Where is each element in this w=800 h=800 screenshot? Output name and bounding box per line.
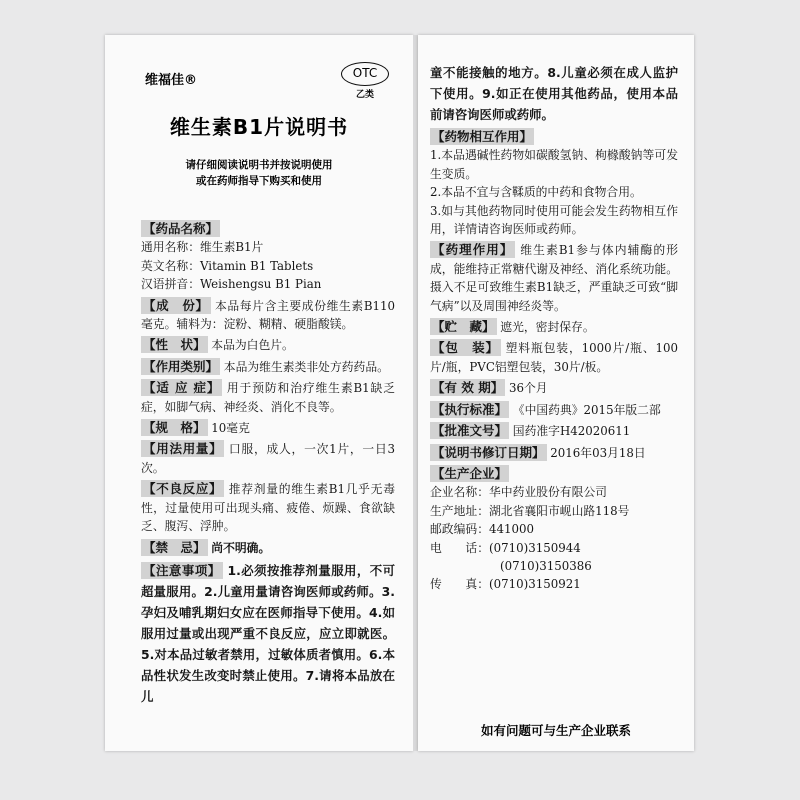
pinyin-name: 汉语拼音：Weishengsu B1 Pian xyxy=(141,277,322,292)
section-revision-date xyxy=(430,444,678,462)
section-header: 【用法用量】 xyxy=(143,441,223,457)
interaction-item-3: 3.如与其他药物同时使用可能会发生药物相互作用，详情请咨询医师或药师。 xyxy=(430,203,678,237)
section-header: 【执行标准】 xyxy=(432,401,508,417)
section-storage xyxy=(430,318,678,336)
section-ingredients xyxy=(141,297,395,334)
phone-label: 电 话： xyxy=(430,540,489,555)
section-pharmacology xyxy=(430,241,678,315)
section-header: 【不良反应】 xyxy=(143,481,223,497)
usage-notice-line-1: 请仔细阅读说明书并按说明使用 xyxy=(185,159,333,171)
section-text: 塑料瓶包装，1000片/瓶、100片/瓶，PVC铝塑包装，30片/板。 xyxy=(430,341,679,374)
manufacturer-phone-1 xyxy=(430,539,678,557)
right-panel-body xyxy=(418,62,694,594)
section-packaging xyxy=(430,339,678,376)
section-validity xyxy=(430,379,678,397)
section-text: 《中国药典》2015年版二部 xyxy=(512,402,661,417)
contact-footer: 如有问题可与生产企业联系 xyxy=(480,723,631,738)
section-text: 2016年03月18日 xyxy=(550,445,646,460)
otc-badge: OTC xyxy=(341,62,389,86)
section-header: 【禁 忌】 xyxy=(143,539,206,555)
usage-notice xyxy=(105,157,413,189)
interaction-item-1: 1.本品遇碱性药物如碳酸氢钠、枸橼酸钠等可发生变质。 xyxy=(430,148,678,181)
section-specification xyxy=(141,419,395,437)
interaction-item-2: 2.本品不宜与含鞣质的中药和食物合用。 xyxy=(430,185,642,200)
section-text: 用于预防和治疗维生素B1缺乏症，如脚气病、神经炎、消化不良等。 xyxy=(141,381,395,414)
section-header: 【药物相互作用】 xyxy=(432,129,533,144)
section-text: 推荐剂量的维生素B1几乎无毒性，过量使用可出现头痛、疲倦、烦躁、食欲缺乏、腹泻、浮肿。 xyxy=(141,482,395,534)
section-header: 【药理作用】 xyxy=(432,242,514,258)
section-text: 10毫克 xyxy=(211,421,250,436)
section-header: 【适 应 症】 xyxy=(143,380,221,396)
brand-name: 维福佳® xyxy=(145,73,198,88)
section-header: 【生产企业】 xyxy=(432,465,508,481)
section-text: 36个月 xyxy=(508,381,548,396)
manufacturer-name: 企业名称：华中药业股份有限公司 xyxy=(430,485,607,500)
section-category xyxy=(141,358,395,376)
section-dosage xyxy=(141,440,395,477)
section-adverse-reactions xyxy=(141,480,395,535)
section-text: 遮光，密封保存。 xyxy=(500,320,595,335)
section-appearance xyxy=(141,336,395,354)
manufacturer-address: 生产地址：湖北省襄阳市岘山路118号 xyxy=(430,503,630,518)
document-title: 维生素B1片说明书 xyxy=(169,115,349,139)
section-header: 【批准文号】 xyxy=(432,423,508,439)
section-header: 【有 效 期】 xyxy=(432,380,504,396)
phone-number-1: (0710)3150944 xyxy=(489,540,581,555)
section-header: 【规 格】 xyxy=(143,420,206,436)
manufacturer-postcode: 邮政编码：441000 xyxy=(430,522,535,537)
section-manufacturer xyxy=(430,465,678,594)
generic-name: 通用名称：维生素B1片 xyxy=(141,240,264,255)
leaflet-left-panel xyxy=(105,35,413,751)
section-header: 【包 装】 xyxy=(432,340,499,356)
section-text: 本品为白色片。 xyxy=(211,338,294,353)
section-header: 【说明书修订日期】 xyxy=(432,444,545,460)
manufacturer-fax: 传 真：(0710)3150921 xyxy=(430,577,581,592)
section-header: 【药品名称】 xyxy=(143,221,219,236)
section-text: 本品每片含主要成份维生素B110毫克。辅料为：淀粉、糊精、硬脂酸镁。 xyxy=(141,298,396,332)
section-header: 【作用类别】 xyxy=(143,358,219,374)
section-header: 【成 份】 xyxy=(143,297,209,313)
section-precautions-continued xyxy=(430,62,678,125)
leaflet-right-panel xyxy=(418,35,694,751)
section-standard xyxy=(430,401,678,419)
section-text: 尚不明确。 xyxy=(211,540,271,555)
section-header: 【贮 藏】 xyxy=(432,319,495,335)
section-drug-name xyxy=(141,220,395,294)
section-text: 维生素B1参与体内辅酶的形成，能维持正常糖代谢及神经、消化系统功能。摄入不足可致维生素B1缺乏，严重缺乏可致“脚气病”以及周围神经炎等。 xyxy=(430,243,678,313)
section-text-part-1: 1.必须按推荐剂量服用，不可超量服用。2.儿童用量请咨询医师或药师。3.孕妇及哺乳期妇女应在医师指导下使用。4.如服用过量或出现严重不良反应，应立即就医。5.对本品过敏者禁用，过敏体质者慎用。6.本品性状发生改变时禁止使用。7.请将本品放在儿 xyxy=(141,562,395,704)
section-header: 【注意事项】 xyxy=(143,562,221,578)
section-header: 【性 状】 xyxy=(143,337,206,353)
english-name: 英文名称：Vitamin B1 Tablets xyxy=(141,258,314,273)
section-text: 口服，成人，一次1片，一日3次。 xyxy=(141,442,395,475)
section-text: 本品为维生素类非处方药药品。 xyxy=(223,359,389,374)
usage-notice-line-2: 或在药师指导下购买和使用 xyxy=(196,175,322,187)
left-panel-body xyxy=(105,220,413,707)
section-approval xyxy=(430,422,678,440)
manufacturer-phone-2: (0710)3150386 xyxy=(500,558,592,573)
section-text: 国药准字H42020611 xyxy=(512,424,631,439)
otc-class-label: 乙类 xyxy=(356,90,375,100)
section-precautions xyxy=(141,560,395,707)
section-indications xyxy=(141,379,395,416)
section-text-part-2: 童不能接触的地方。8.儿童必须在成人监护下使用。9.如正在使用其他药品，使用本品前请咨询医师或药师。 xyxy=(430,65,678,122)
section-interactions xyxy=(430,128,678,238)
section-contraindications xyxy=(141,539,395,557)
